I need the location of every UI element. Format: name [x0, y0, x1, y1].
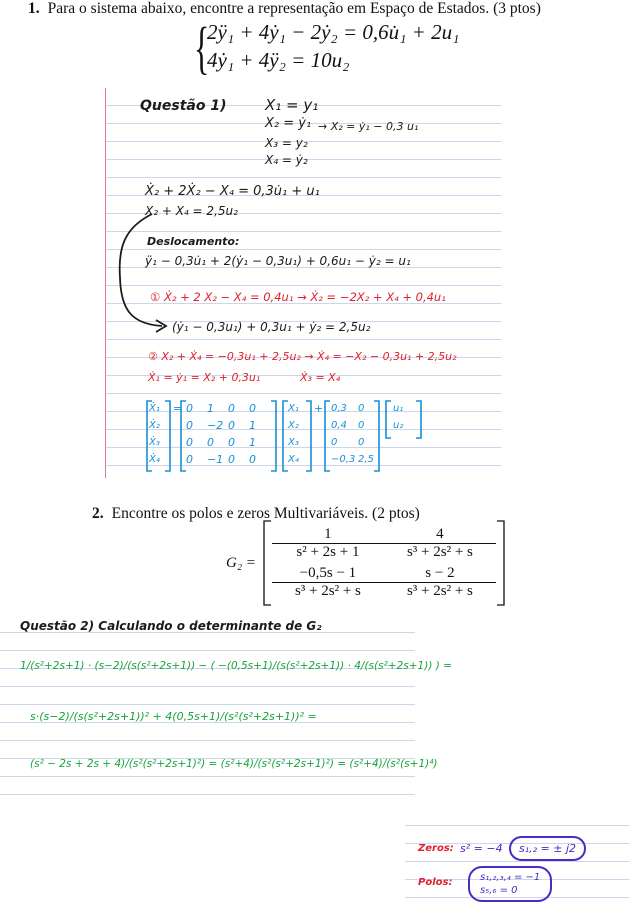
- q1-handwritten-heading: Questão 1): [140, 98, 227, 114]
- det-line-3: (s² − 2s + 2s + 4)/(s²(s²+2s+1)²) = (s²+4)/(s²(s²+2s+1)²) = (s²+4)/(s²(s+1)⁴): [30, 758, 438, 770]
- a-33: 0: [228, 436, 235, 449]
- hand-line-7a: Ẋ₁ = ẏ₁ = X₂ + 0,3u₁: [148, 371, 261, 384]
- g21: $\frac{-0,5s - 1}{\text{s³ + 2s² + s}}$: [272, 565, 384, 600]
- poles-line-1: s₁,₂,₃,₄ = −1: [480, 872, 541, 883]
- u-2: u₂: [393, 420, 404, 431]
- state-def-x3: X₃ = y₂: [265, 136, 308, 150]
- zeros-result: s₁,₂ = ± j2: [509, 836, 586, 861]
- b-31: 0: [331, 437, 338, 448]
- a-32: 0: [207, 436, 214, 449]
- poles-line-2: s₅,₆ = 0: [480, 885, 518, 896]
- transfer-matrix: [226, 520, 506, 606]
- state-def-x2-arrow: → X₂ = ẏ₁ − 0,3 u₁: [318, 120, 419, 133]
- curved-arrow-icon: [112, 208, 172, 336]
- a-42: −1: [207, 453, 224, 466]
- a-34: 1: [249, 436, 256, 449]
- system-brace: {: [194, 15, 210, 80]
- a-44: 0: [249, 453, 256, 466]
- b-22: 0: [358, 420, 365, 431]
- xdot-4: Ẋ₄: [149, 454, 160, 465]
- equation-1: 2ÿ₁ + 4ẏ₁ − 2ẏ₂ = 0,6u̇₁ + 2u₁: [207, 20, 460, 44]
- b-12: 0: [358, 403, 365, 414]
- equation-2: 4ẏ₁ + 4ÿ₂ = 10u₂: [207, 48, 350, 72]
- xvec-2: X₂: [288, 420, 299, 431]
- poles-label: Polos:: [418, 877, 453, 888]
- u-1: u₁: [393, 403, 404, 414]
- xvec-4: X₄: [288, 454, 299, 465]
- equation-system: [207, 18, 459, 74]
- det-line-1: 1/(s²+2s+1) · (s−2)/(s(s²+2s+1)) − ( −(0,5s+1)/(s(s²+2s+1)) · 4/(s(s²+2s+1)) ) =: [20, 660, 452, 672]
- question-1-text: Para o sistema abaixo, encontre a representação em Espaço de Estados. (3 ptos): [47, 0, 541, 17]
- a-31: 0: [186, 436, 193, 449]
- zeros-label: Zeros:: [418, 843, 454, 854]
- zeros-equation: s² = −4: [460, 842, 503, 855]
- g11: $\frac{1}{\text{s² + 2s + 1}}$: [272, 526, 384, 561]
- xvec-3: X₃: [288, 437, 299, 448]
- xdot-2: Ẋ₂: [149, 420, 160, 431]
- poles-result: [468, 866, 552, 902]
- question-1-number: 1.: [28, 0, 40, 17]
- a-23: 0: [228, 419, 235, 432]
- xdot-1: Ẋ₁: [149, 403, 160, 414]
- state-def-x4: X₄ = ẏ₂: [265, 153, 308, 167]
- substitution-title: Deslocamento:: [147, 235, 240, 248]
- question-2-number: 2.: [92, 505, 104, 522]
- hand-line-3: ÿ₁ − 0,3u̇₁ + 2(ẏ₁ − 0,3u₁) + 0,6u₁ − ẏ₂ = u₁: [145, 254, 411, 268]
- a-22: −2: [207, 419, 224, 432]
- hand-line-5: (ẏ₁ − 0,3u₁) + 0,3u₁ + ẏ₂ = 2,5u₂: [172, 320, 371, 334]
- state-def-x2: X₂ = ẏ₁: [265, 116, 312, 131]
- xdot-3: Ẋ₃: [149, 437, 160, 448]
- hand-line-7b: Ẋ₃ = X₄: [300, 371, 341, 384]
- det-line-2: s·(s−2)/(s(s²+2s+1))² + 4(0,5s+1)/(s²(s²+2s+1))² =: [30, 710, 317, 723]
- xvec-1: X₁: [288, 403, 299, 414]
- a-24: 1: [249, 419, 256, 432]
- svg-text:=: =: [173, 402, 183, 415]
- state-def-x1: X₁ = y₁: [265, 96, 319, 114]
- a-14: 0: [249, 402, 256, 415]
- b-41: −0,3: [331, 454, 356, 465]
- hand-line-2: X₂ + X₄ = 2,5u₂: [145, 204, 238, 218]
- a-43: 0: [228, 453, 235, 466]
- right-bracket: [496, 520, 506, 606]
- state-space-matrix: [146, 398, 456, 474]
- a-21: 0: [186, 419, 193, 432]
- a-11: 0: [186, 402, 193, 415]
- a-12: 1: [207, 402, 214, 415]
- question-2-text: Encontre os polos e zeros Multivariáveis. (2 ptos): [111, 505, 420, 522]
- a-41: 0: [186, 453, 193, 466]
- b-32: 0: [358, 437, 365, 448]
- hand-line-4: ① Ẋ₂ + 2 X₂ − X₄ = 0,4u₁ → Ẋ₂ = −2X₂ + X₄ + 0,4u₁: [150, 290, 446, 304]
- g2-label: G₂ =: [226, 554, 256, 571]
- b-42: 2,5: [358, 454, 374, 465]
- hand-line-6: ② X₂ + Ẋ₄ = −0,3u₁ + 2,5u₂ → Ẋ₄ = −X₂ − 0,3u₁ + 2,5u₂: [148, 350, 457, 363]
- b-11: 0,3: [331, 403, 347, 414]
- g12: $\frac{4}{\text{s³ + 2s² + s}}$: [384, 526, 496, 561]
- question-1-header: [28, 0, 541, 18]
- hand-line-1: Ẋ₂ + 2Ẋ₂ − X₄ = 0,3u̇₁ + u₁: [145, 184, 320, 199]
- svg-text:+: +: [314, 402, 324, 415]
- left-bracket: [262, 520, 272, 606]
- g22: $\frac{s - 2}{\text{s³ + 2s² + s}}$: [384, 565, 496, 600]
- q2-handwritten-heading: Questão 2) Calculando o determinante de G₂: [20, 619, 322, 633]
- b-21: 0,4: [331, 420, 347, 431]
- a-13: 0: [228, 402, 235, 415]
